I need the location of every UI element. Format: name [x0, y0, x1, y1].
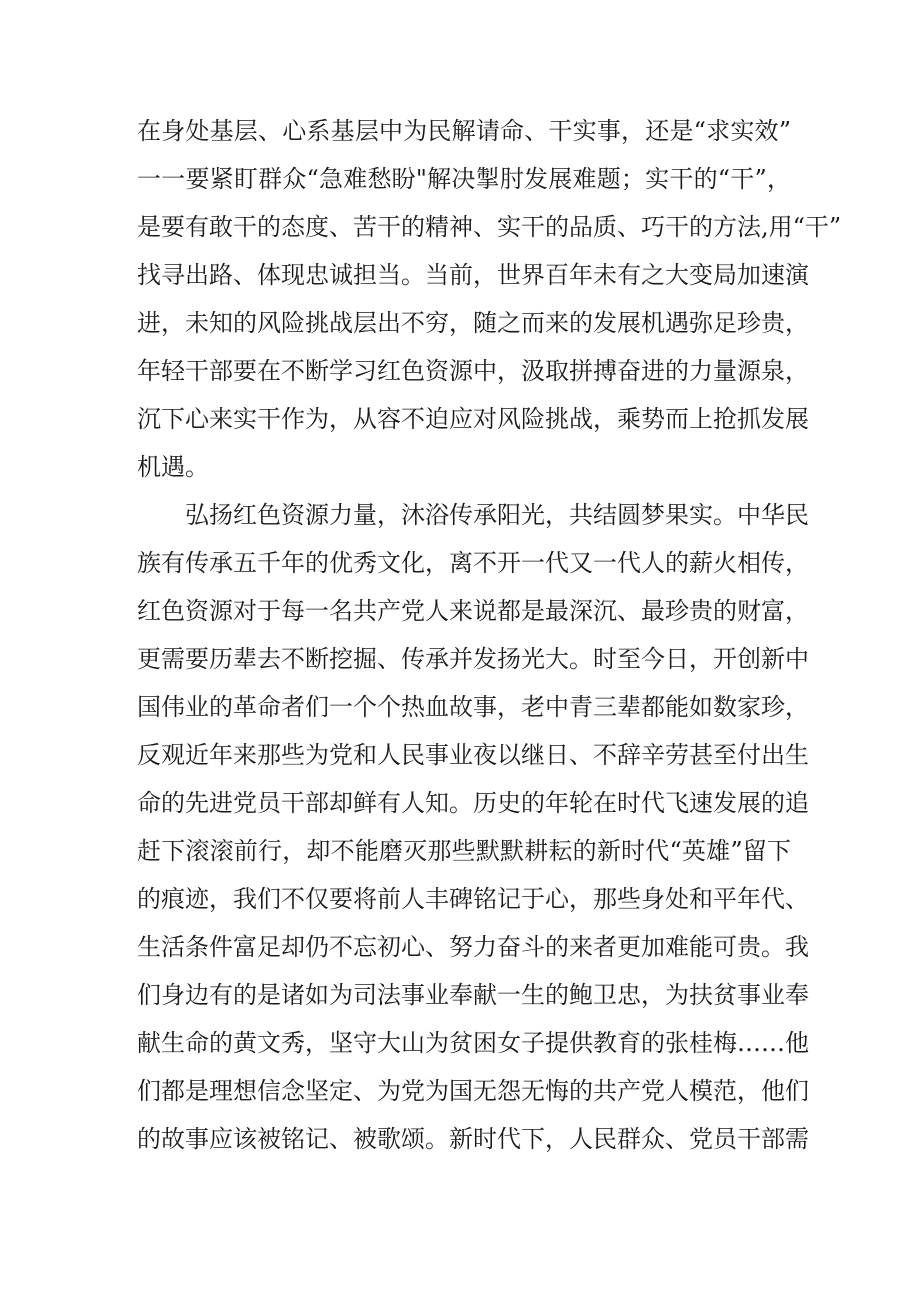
text-line: 们身边有的是诸如为司法事业奉献一生的鲍卫忠，为扶贫事业奉	[137, 981, 809, 1009]
text-line: 生活条件富足却仍不忘初心、努力奋斗的来者更加难能可贵。我	[137, 933, 809, 961]
text-line: 献生命的黄文秀，坚守大山为贫困女子提供教育的张桂梅……他	[137, 1029, 809, 1057]
text-line: 的痕迹，我们不仅要将前人丰碑铭记于心，那些身处和平年代、	[137, 885, 809, 913]
text-line: 一一要紧盯群众“急难愁盼"解决掣肘发展难题；实干的“干”，	[137, 165, 791, 193]
paragraph-2	[137, 491, 809, 1163]
text-line: 国伟业的革命者们一个个热血故事，老中青三辈都能如数家珍，	[137, 693, 809, 721]
paragraph-1	[137, 107, 842, 491]
text-line: 们都是理想信念坚定、为党为国无怨无悔的共产党人模范，他们	[137, 1077, 809, 1105]
text-line: 是要有敢干的态度、苦干的精神、实干的品质、巧干的方法,用“干”	[137, 213, 842, 241]
text-line: 机遇。	[137, 453, 209, 481]
text-line: 在身处基层、心系基层中为民解请命、干实事，还是“求实效”	[137, 117, 791, 145]
text-line: 找寻出路、体现忠诚担当。当前，世界百年未有之大变局加速演	[137, 261, 809, 289]
body-text	[137, 107, 842, 1163]
text-line: 反观近年来那些为党和人民事业夜以继日、不辞辛劳甚至付出生	[137, 741, 809, 769]
text-line: 族有传承五千年的优秀文化，离不开一代又一代人的薪火相传，	[137, 549, 809, 577]
text-line: 弘扬红色资源力量，沐浴传承阳光，共结圆梦果实。中华民	[185, 501, 809, 529]
text-line: 更需要历辈去不断挖掘、传承并发扬光大。时至今日，开创新中	[137, 645, 809, 673]
text-line: 沉下心来实干作为，从容不迫应对风险挑战，乘势而上抢抓发展	[137, 405, 809, 433]
text-line: 年轻干部要在不断学习红色资源中，汲取拼搏奋进的力量源泉，	[137, 357, 809, 385]
text-line: 的故事应该被铭记、被歌颂。新时代下，人民群众、党员干部需	[137, 1125, 809, 1153]
text-line: 进，未知的风险挑战层出不穷，随之而来的发展机遇弥足珍贵，	[137, 309, 809, 337]
text-line: 赶下滚滚前行，却不能磨灭那些默默耕耘的新时代“英雄”留下	[137, 837, 791, 865]
text-line: 红色资源对于每一名共产党人来说都是最深沉、最珍贵的财富，	[137, 597, 809, 625]
text-line: 命的先进党员干部却鲜有人知。历史的年轮在时代飞速发展的追	[137, 789, 809, 817]
